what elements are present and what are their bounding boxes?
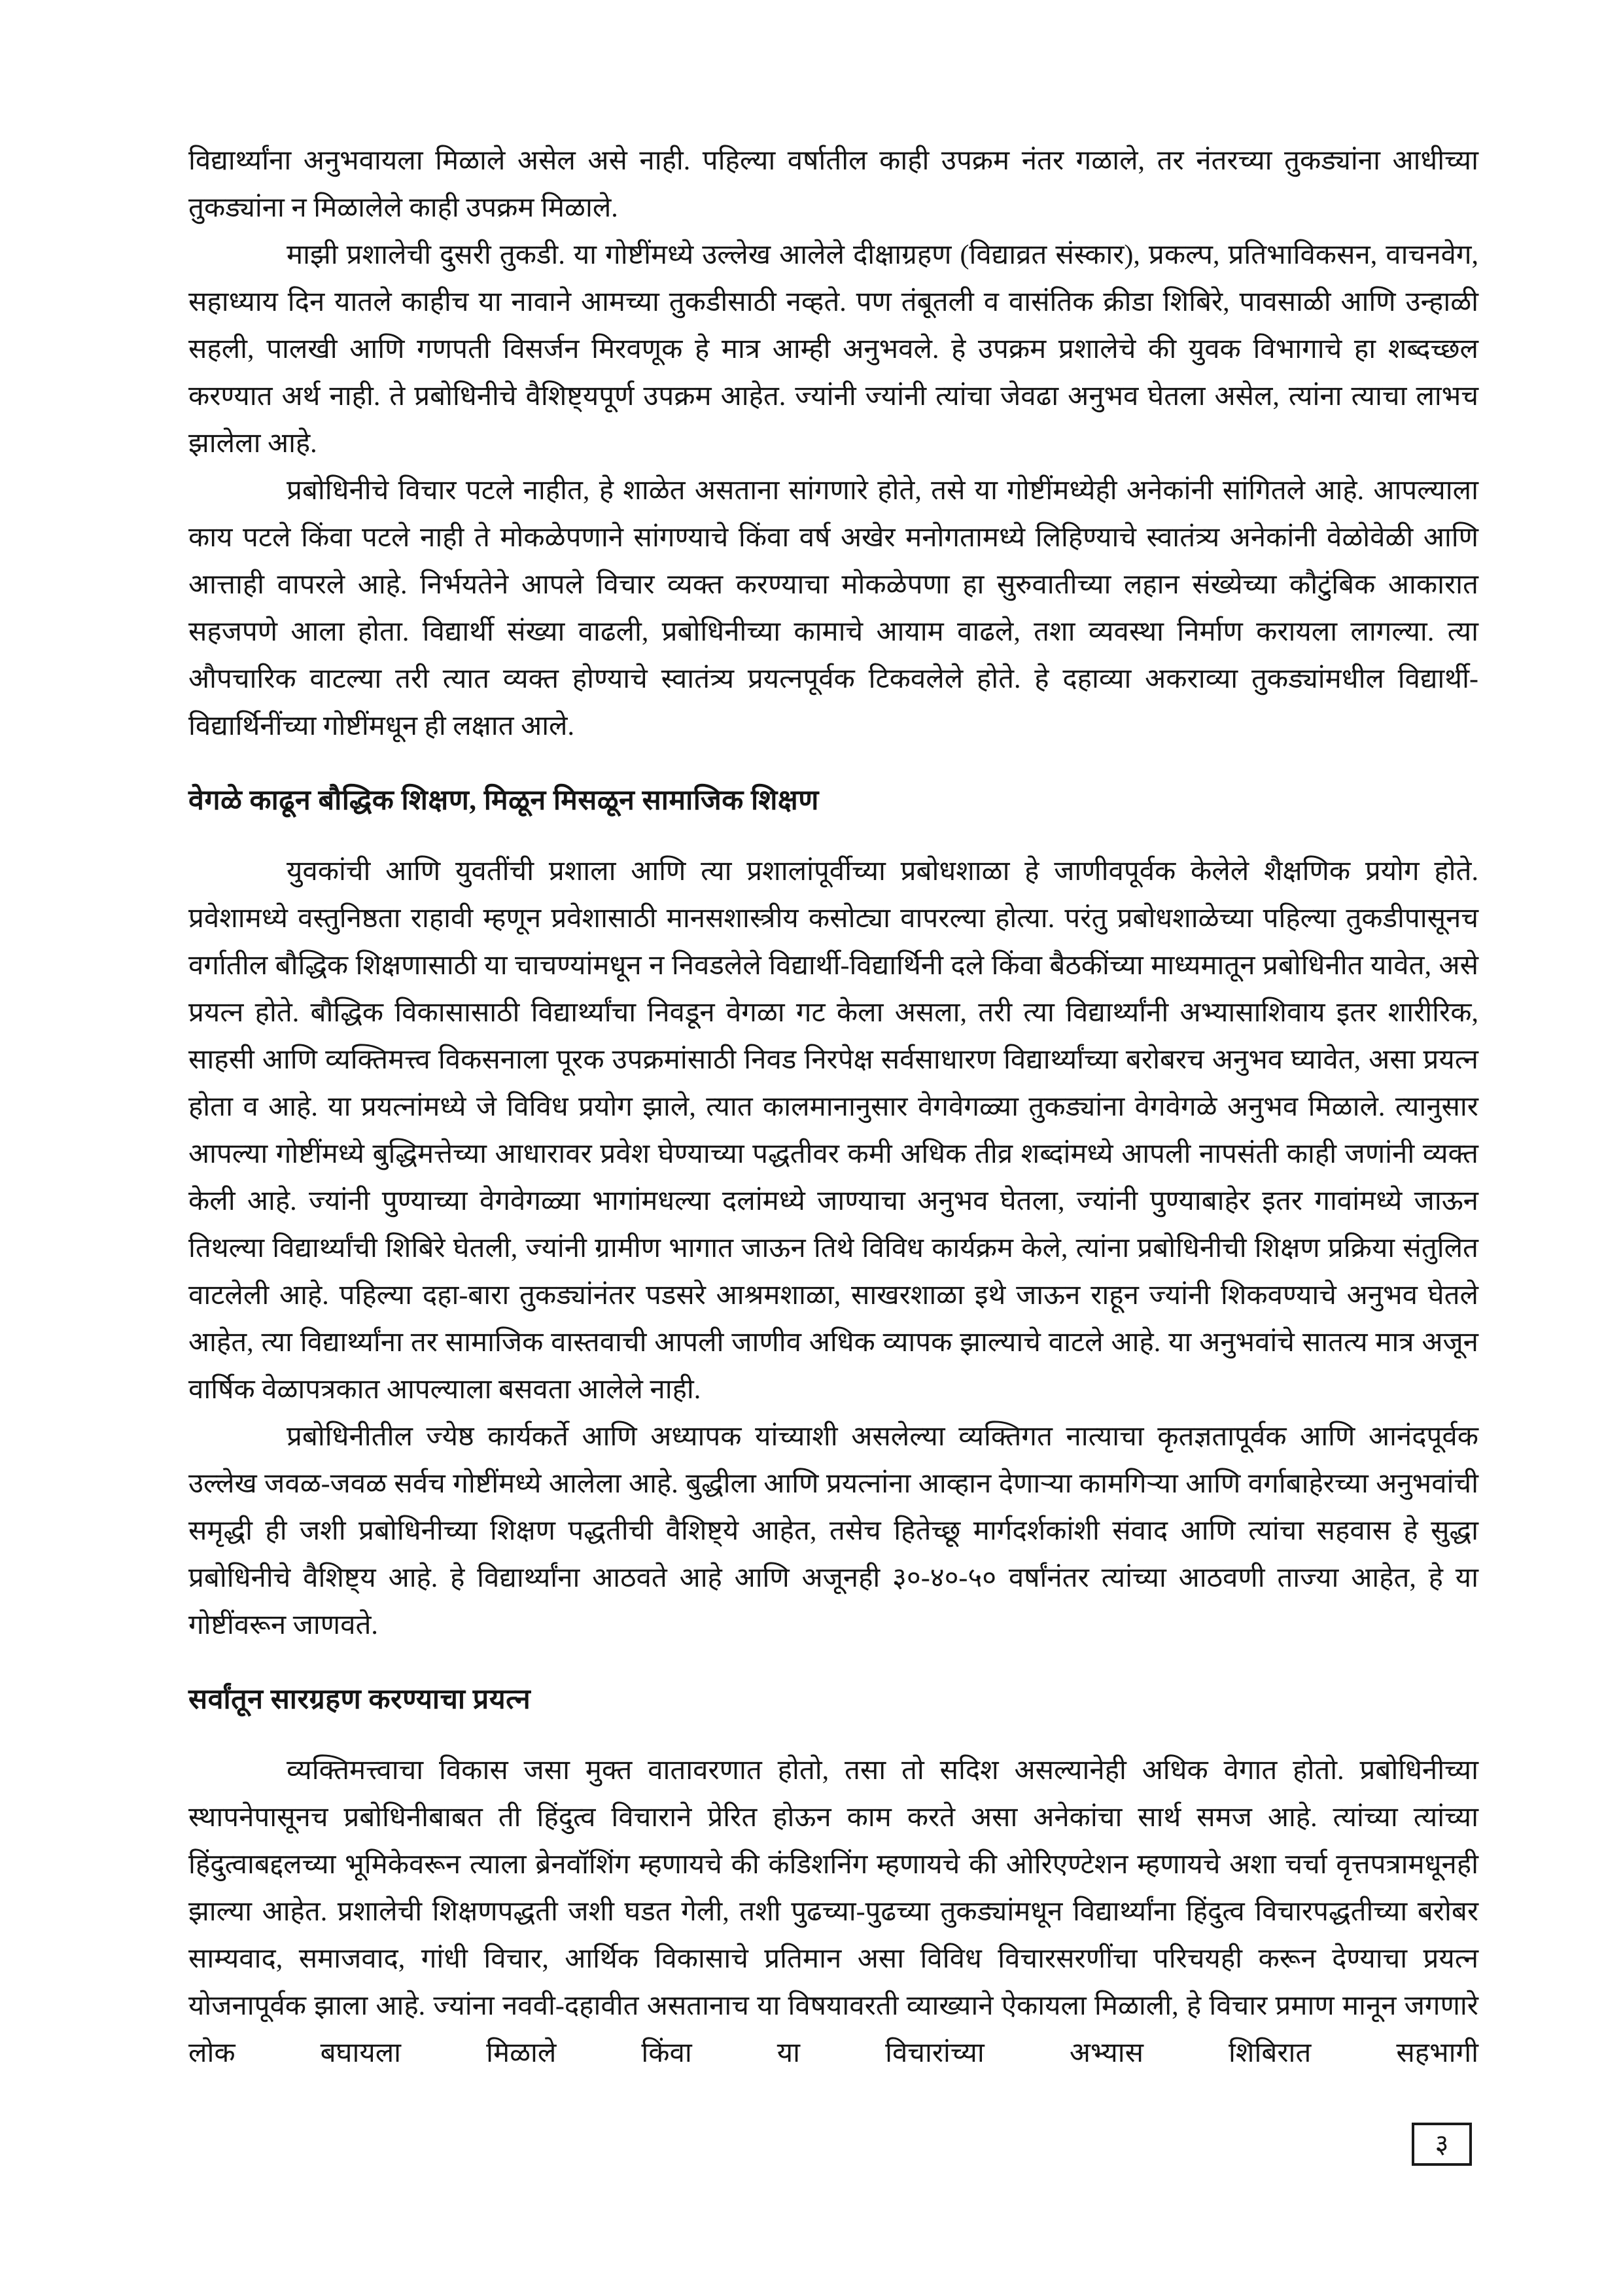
body-paragraph-continues-next-page: व्यक्तिमत्त्वाचा विकास जसा मुक्त वातावरणात होतो, तसा तो सदिश असल्यानेही अधिक वेगात होतो. प्रबोधिनीच्या स्थापनेपासूनच प्रबोधिनीबाबत ती हिंदुत्व विचाराने प्रेरित होऊन काम करते असा अनेकांचा सार्थ समज आहे. त्यांच्या त्यांच्या हिंदुत्वाबद्दलच्या भूमिकेवरून त्याला ब्रेनवॉशिंग म्हणायचे की कंडिशनिंग म्हणायचे की ओरिएण्टेशन म्हणायचे अशा चर्चा वृत्तपत्रामधूनही झाल्या आहेत. प्रशालेची शिक्षणपद्धती जशी घडत गेली, तशी पुढच्या-पुढच्या तुकड्यांमधून विद्यार्थ्यांना हिंदुत्व विचारपद्धतीच्या बरोबर साम्यवाद, समाजवाद, गांधी विचार, आर्थिक विकासाचे प्रतिमान असा विविध विचारसरणींचा परिचयही करून देण्याचा प्रयत्न योजनापूर्वक झाला आहे. ज्यांना नववी-दहावीत असतानाच या विषयावरती व्याख्याने ऐकायला मिळाली, हे विचार प्रमाण मानून जगणारे लोक बघायला मिळाले किंवा या विचारांच्या अभ्यास शिबिरात सहभागी xyxy=(188,1756,1478,2068)
section-heading-bauddhik-samajik-shikshan: वेगळे काढून बौद्धिक शिक्षण, मिळून मिसळून सामाजिक शिक्षण xyxy=(188,785,819,816)
page-number-box xyxy=(1412,2123,1472,2166)
body-paragraph: प्रबोधिनीतील ज्येष्ठ कार्यकर्ते आणि अध्यापक यांच्याशी असलेल्या व्यक्तिगत नात्याचा कृतज्ञतापूर्वक आणि आनंदपूर्वक उल्लेख जवळ-जवळ सर्वच गोष्टींमध्ये आलेला आहे. बुद्धीला आणि प्रयत्नांना आव्हान देणाऱ्या कामगिऱ्या आणि वर्गाबाहेरच्या अनुभवांची समृद्धी ही जशी प्रबोधिनीच्या शिक्षण पद्धतीची वैशिष्ट्ये आहेत, तसेच हितेच्छू मार्गदर्शकांशी संवाद आणि त्यांचा सहवास हे सुद्धा प्रबोधिनीचे वैशिष्ट्य आहे. हे विद्यार्थ्यांना आठवते आहे आणि अजूनही ३०-४०-५० वर्षांनंतर त्यांच्या आठवणी ताज्या आहेत, हे या गोष्टींवरून जाणवते. xyxy=(188,1422,1478,1640)
body-paragraph-continuation: विद्यार्थ्यांना अनुभवायला मिळाले असेल असे नाही. पहिल्या वर्षातील काही उपक्रम नंतर गळाले, तर नंतरच्या तुकड्यांना आधीच्या तुकड्यांना न मिळालेले काही उपक्रम मिळाले. xyxy=(188,146,1478,223)
body-paragraph: प्रबोधिनीचे विचार पटले नाहीत, हे शाळेत असताना सांगणारे होते, तसे या गोष्टींमध्येही अनेकांनी सांगितले आहे. आपल्याला काय पटले किंवा पटले नाही ते मोकळेपणाने सांगण्याचे किंवा वर्ष अखेर मनोगतामध्ये लिहिण्याचे स्वातंत्र्य अनेकांनी वेळोवेळी आणि आत्ताही वापरले आहे. निर्भयतेने आपले विचार व्यक्त करण्याचा मोकळेपणा हा सुरुवातीच्या लहान संख्येच्या कौटुंबिक आकारात सहजपणे आला होता. विद्यार्थी संख्या वाढली, प्रबोधिनीच्या कामाचे आयाम वाढले, तशा व्यवस्था निर्माण करायला लागल्या. त्या औपचारिक वाटल्या तरी त्यात व्यक्त होण्याचे स्वातंत्र्य प्रयत्नपूर्वक टिकवलेले होते. हे दहाव्या अकराव्या तुकड्यांमधील विद्यार्थी-विद्यार्थिनींच्या गोष्टींमधून ही लक्षात आले. xyxy=(188,476,1478,741)
body-paragraph: माझी प्रशालेची दुसरी तुकडी. या गोष्टींमध्ये उल्लेख आलेले दीक्षाग्रहण (विद्याव्रत संस्कार), प्रकल्प, प्रतिभाविकसन, वाचनवेग, सहाध्याय दिन यातले काहीच या नावाने आमच्या तुकडीसाठी नव्हते. पण तंबूतली व वासंतिक क्रीडा शिबिरे, पावसाळी आणि उन्हाळी सहली, पालखी आणि गणपती विसर्जन मिरवणूक हे मात्र आम्ही अनुभवले. हे उपक्रम प्रशालेचे की युवक विभागाचे हा शब्दच्छल करण्यात अर्थ नाही. ते प्रबोधिनीचे वैशिष्ट्यपूर्ण उपक्रम आहेत. ज्यांनी ज्यांनी त्यांचा जेवढा अनुभव घेतला असेल, त्यांना त्याचा लाभच झालेला आहे. xyxy=(188,240,1478,459)
document-body xyxy=(188,137,1478,2077)
page-number: ३ xyxy=(1435,2129,1449,2159)
section-heading-sarvatun-sargrahan: सर्वांतून सारग्रहण करण्याचा प्रयत्न xyxy=(188,1684,531,1715)
body-paragraph: युवकांची आणि युवतींची प्रशाला आणि त्या प्रशालांपूर्वीच्या प्रबोधशाळा हे जाणीवपूर्वक केलेले शैक्षणिक प्रयोग होते. प्रवेशामध्ये वस्तुनिष्ठता राहावी म्हणून प्रवेशासाठी मानसशास्त्रीय कसोट्या वापरल्या होत्या. परंतु प्रबोधशाळेच्या पहिल्या तुकडीपासूनच वर्गातील बौद्धिक शिक्षणासाठी या चाचण्यांमधून न निवडलेले विद्यार्थी-विद्यार्थिनी दले किंवा बैठकींच्या माध्यमातून प्रबोधिनीत यावेत, असे प्रयत्न होते. बौद्धिक विकासासाठी विद्यार्थ्यांचा निवडून वेगळा गट केला असला, तरी त्या विद्यार्थ्यांनी अभ्यासाशिवाय इतर शारीरिक, साहसी आणि व्यक्तिमत्त्व विकसनाला पूरक उपक्रमांसाठी निवड निरपेक्ष सर्वसाधारण विद्यार्थ्यांच्या बरोबरच अनुभव घ्यावेत, असा प्रयत्न होता व आहे. या प्रयत्नांमध्ये जे विविध प्रयोग झाले, त्यात कालमानानुसार वेगवेगळ्या तुकड्यांना वेगवेगळे अनुभव मिळाले. त्यानुसार आपल्या गोष्टींमध्ये बुद्धिमत्तेच्या आधारावर प्रवेश घेण्याच्या पद्धतीवर कमी अधिक तीव्र शब्दांमध्ये आपली नापसंती काही जणांनी व्यक्त केली आहे. ज्यांनी पुण्याच्या वेगवेगळ्या भागांमधल्या दलांमध्ये जाण्याचा अनुभव घेतला, ज्यांनी पुण्याबाहेर इतर गावांमध्ये जाऊन तिथल्या विद्यार्थ्यांची शिबिरे घेतली, ज्यांनी ग्रामीण भागात जाऊन तिथे विविध कार्यक्रम केले, त्यांना प्रबोधिनीची शिक्षण प्रक्रिया संतुलित वाटलेली आहे. पहिल्या दहा-बारा तुकड्यांनंतर पडसरे आश्रमशाळा, साखरशाळा इथे जाऊन राहून ज्यांनी शिकवण्याचे अनुभव घेतले आहेत, त्या विद्यार्थ्यांना तर सामाजिक वास्तवाची आपली जाणीव अधिक व्यापक झाल्याचे वाटले आहे. या अनुभवांचे सातत्य मात्र अजून वार्षिक वेळापत्रकात आपल्याला बसवता आलेले नाही. xyxy=(188,857,1478,1405)
